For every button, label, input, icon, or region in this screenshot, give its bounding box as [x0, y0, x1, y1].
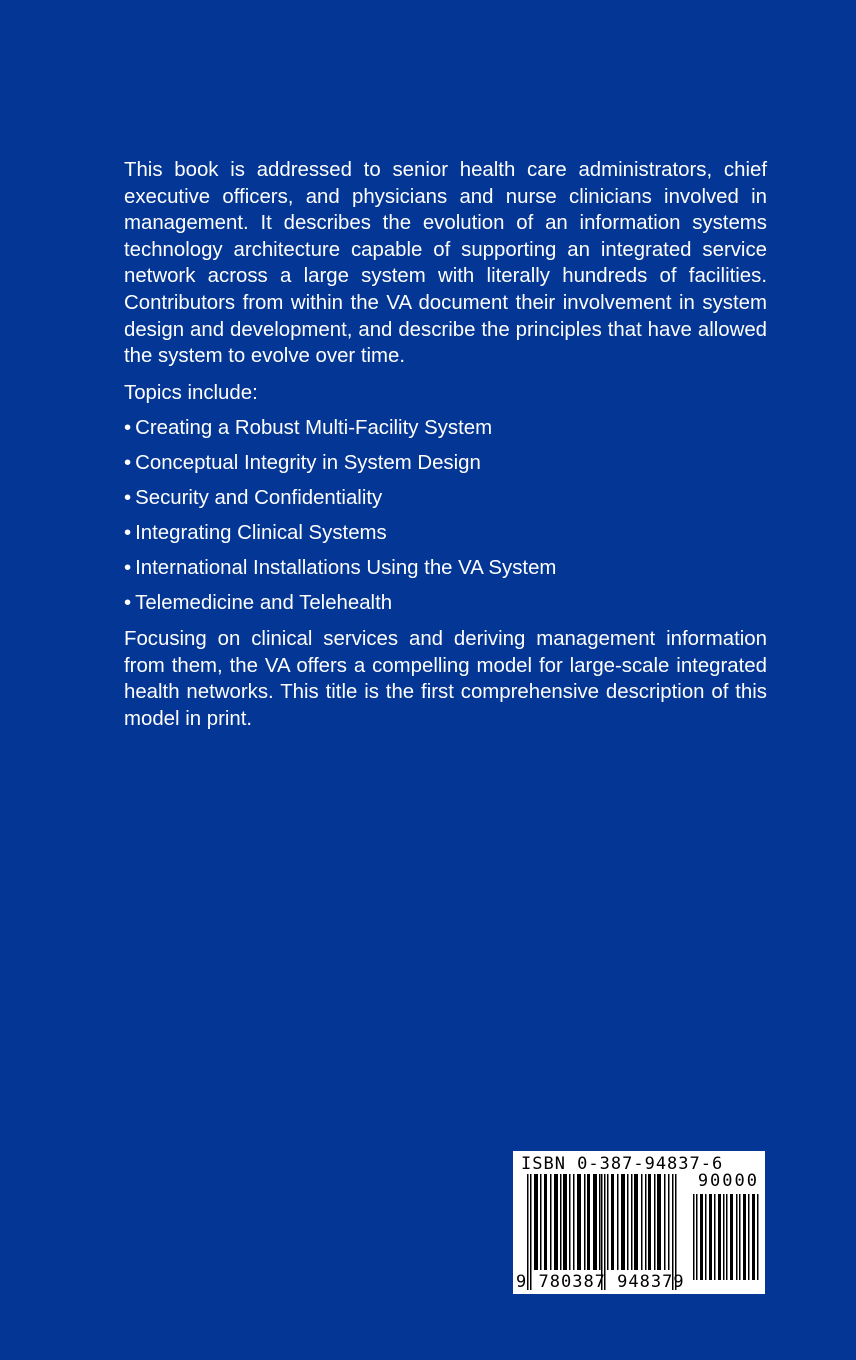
topics-label: Topics include: — [124, 381, 258, 404]
price-code: 90000 — [697, 1171, 759, 1191]
closing-paragraph: Focusing on clinical services and deriving management information from them, the VA offers a compelling model for large-scale integrated health networks. This title is the first comprehensive description of this model in print. — [124, 627, 767, 730]
bullet-icon: • — [124, 487, 132, 510]
ean-first-digit: 9 — [516, 1272, 528, 1292]
bullet-icon: • — [124, 592, 132, 615]
ean-right-group: 948379 — [617, 1272, 685, 1292]
bullet-icon: • — [124, 416, 132, 439]
bullet-icon: • — [124, 557, 132, 580]
topic-item: • Integrating Clinical Systems — [124, 522, 387, 545]
topic-item: • Creating a Robust Multi-Facility System — [124, 416, 493, 439]
back-cover-text — [124, 157, 767, 732]
bullet-icon: • — [124, 451, 132, 474]
topic-item: • Conceptual Integrity in System Design — [124, 451, 481, 474]
topic-item: • International Installations Using the VA System — [124, 557, 557, 580]
isbn-barcode — [513, 1151, 765, 1294]
price-barcode-bars-icon — [693, 1194, 761, 1280]
ean-left-group: 780387 — [538, 1272, 606, 1292]
topic-item: • Telemedicine and Telehealth — [124, 592, 393, 615]
bullet-icon: • — [124, 522, 132, 545]
intro-paragraph: This book is addressed to senior health care administrators, chief executive officers, and physicians and nurse clinicians involved in management. It describes the evolution of an information systems technology architecture capable of supporting an integrated service network across a large system with literally hundreds of facilities. Contributors from within the VA document their involvement in system design and development, and describe the principles that have allowed the system to evolve over time. — [124, 159, 767, 368]
isbn-number: ISBN 0-387-94837-6 — [521, 1154, 724, 1174]
topic-item: • Security and Confidentiality — [124, 487, 383, 510]
ean-digits — [516, 1273, 685, 1291]
topics-list — [124, 415, 767, 617]
